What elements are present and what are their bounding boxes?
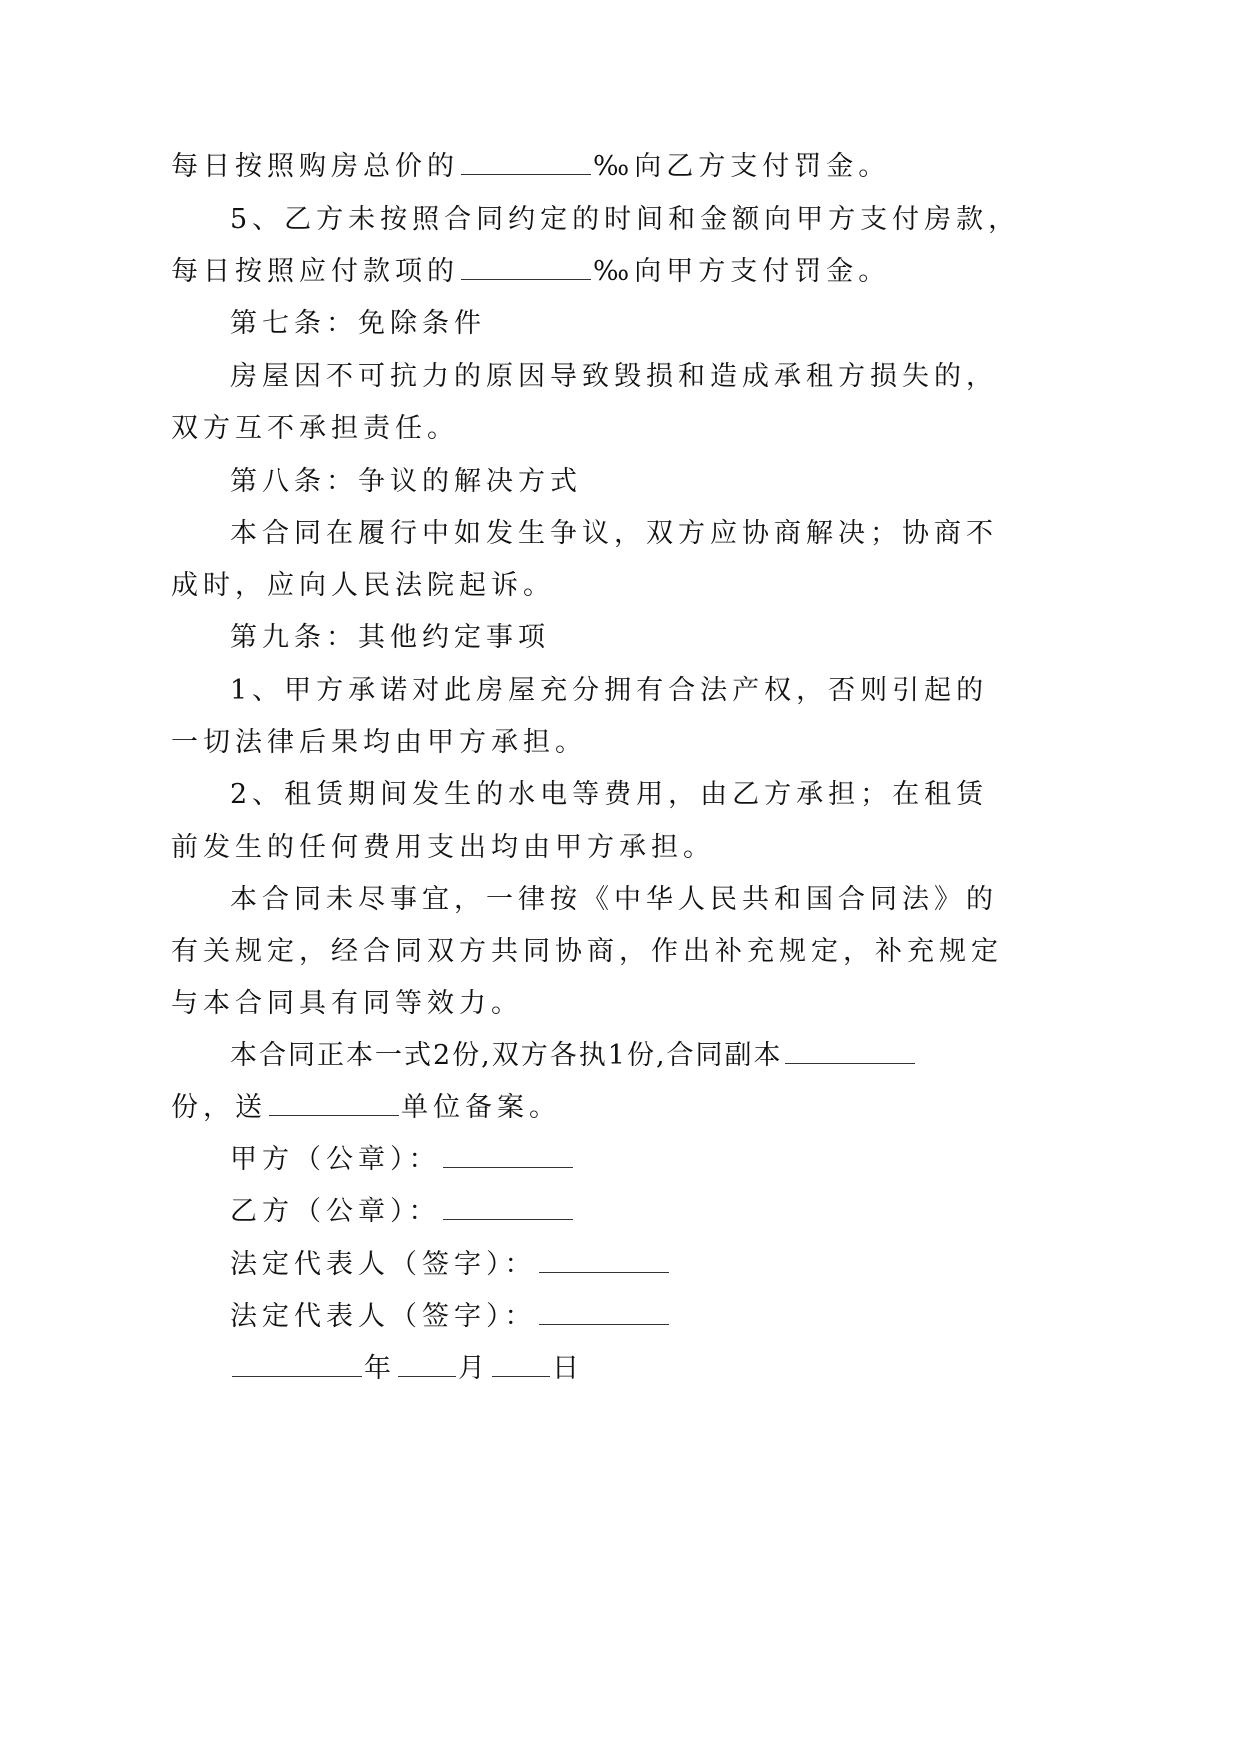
line-text: 份，送 [171,1092,267,1123]
article-8-body-cont [171,569,555,603]
article-9-item-2-cont [171,831,715,865]
party-a-seal [230,1143,575,1177]
signature-label: 甲方（公章）： [230,1144,441,1175]
heading-text: 第八条：争议的解决方式 [230,466,582,497]
signature-label: 法定代表人（签字）： [230,1249,537,1280]
supplement-clause-cont-2 [171,987,523,1021]
penalty-clause-buyer-end [171,150,890,184]
line-text: 5、乙方未按照合同约定的时间和金额向甲方支付房款， [230,204,1021,235]
line-text: 2、租赁期间发生的水电等费用，由乙方承担；在租赁 [230,779,989,810]
line-text: 前发生的任何费用支出均由甲方承担。 [171,832,715,863]
copies-clause-cont [171,1091,561,1125]
line-text: 一切法律后果均由甲方承担。 [171,727,587,758]
line-text: 房屋因不可抗力的原因导致毁损和造成承租方损失的， [230,361,998,392]
blank-field[interactable] [443,1195,573,1220]
month-label: 月 [458,1353,490,1384]
blank-field[interactable] [539,1248,669,1273]
blank-field[interactable] [539,1300,669,1325]
line-text: 每日按照购房总价的 [171,151,459,182]
article-7-body-cont [171,412,459,446]
line-text: 每日按照应付款项的 [171,256,459,287]
blank-field[interactable] [785,1039,915,1064]
year-blank[interactable] [232,1352,362,1377]
article-9-item-2 [230,778,988,812]
line-text: 本合同未尽事宜，一律按《中华人民共和国合同法》的 [230,884,998,915]
supplement-clause [230,883,998,917]
line-text: 有关规定，经合同双方共同协商，作出补充规定，补充规定 [171,936,1003,967]
legal-rep-signature-1 [230,1248,671,1282]
legal-rep-signature-2 [230,1300,671,1334]
article-9-heading [230,621,550,655]
heading-text: 第七条：免除条件 [230,308,486,339]
blank-field[interactable] [443,1143,573,1168]
line-text: 本合同正本一式2份,双方各执1份,合同副本 [230,1040,783,1071]
article-8-heading [230,465,582,499]
party-b-seal [230,1195,575,1229]
copies-clause [230,1039,917,1073]
line-text: 双方互不承担责任。 [171,413,459,444]
penalty-clause-5 [230,203,1020,237]
blank-field[interactable] [461,255,591,280]
article-7-heading [230,307,486,341]
signature-label: 乙方（公章）： [230,1196,441,1227]
line-text: 本合同在履行中如发生争议，双方应协商解决；协商不 [230,518,998,549]
article-8-body [230,517,998,551]
article-7-body [230,360,998,394]
heading-text: 第九条：其他约定事项 [230,622,550,653]
line-text: ‰向乙方支付罚金。 [593,151,891,182]
line-text: 单位备案。 [401,1092,561,1123]
day-blank[interactable] [492,1352,550,1377]
line-text: ‰向甲方支付罚金。 [593,256,891,287]
blank-field[interactable] [269,1091,399,1116]
day-label: 日 [552,1353,584,1384]
article-9-item-1 [230,674,988,708]
article-9-item-1-cont [171,726,587,760]
line-text: 与本合同具有同等效力。 [171,988,523,1019]
signature-label: 法定代表人（签字）： [230,1301,537,1332]
penalty-clause-5-cont [171,255,890,289]
blank-field[interactable] [461,150,591,175]
line-text: 成时，应向人民法院起诉。 [171,570,555,601]
supplement-clause-cont-1 [171,935,1003,969]
month-blank[interactable] [398,1352,456,1377]
date-line [230,1352,584,1386]
year-label: 年 [364,1353,396,1384]
line-text: 1、甲方承诺对此房屋充分拥有合法产权，否则引起的 [230,675,989,706]
